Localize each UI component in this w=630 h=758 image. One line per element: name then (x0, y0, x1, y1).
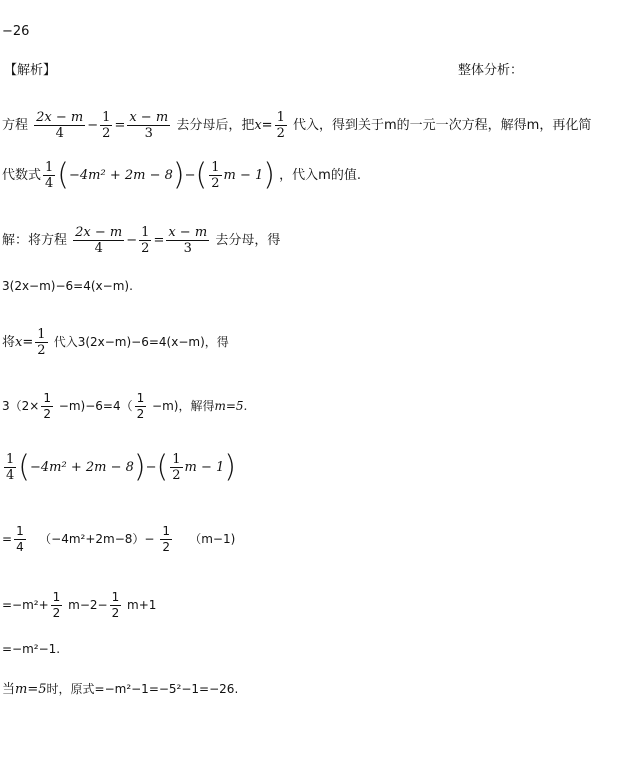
answer-line (2, 23, 29, 41)
fraction-quarter: $\frac{1}{4}$ (45, 160, 54, 191)
analysis-line-2: 代数式 $\frac{1}{4}$ (−4m² + 2m − 8)−( $\frac{1}{2}$ m − 1) ，代入m的值. (2, 157, 361, 193)
analysis-heading (4, 62, 56, 80)
analysis-line-1: 方程 $\frac{2x - m}{4}$ − $\frac{1}{2}$ = $\frac{x - m}{3}$ 去分母后，把x= $\frac{1}{2}$ 代入，得到关于m的一元一次方程，解得m，再化简 (2, 110, 592, 141)
fraction-half: $\frac{1}{2}$ (102, 110, 111, 141)
solution-simplify-2: =−m²−1. (2, 642, 61, 656)
fraction-half-2: $\frac{1}{2}$ (276, 110, 285, 141)
solution-step-3: 3（2× $\frac{1}{2}$ −m)−6=4（ $\frac{1}{2}$ −m)，解得m=5. (2, 391, 248, 421)
solution-simplify-1: =−m²+ $\frac{1}{2}$ m−2− $\frac{1}{2}$ m+1 (2, 590, 157, 620)
fraction-lhs: $\frac{2x - m}{4}$ (36, 110, 84, 141)
solution-step-2: 将x= $\frac{1}{2}$ 代入3(2x−m)−6=4(x−m)，得 (2, 327, 229, 358)
overall-analysis-label: 整体分析： (458, 63, 524, 78)
fraction-rhs: $\frac{x - m}{3}$ (129, 110, 169, 141)
answer-value: −26 (2, 24, 30, 39)
solution-expression: $\frac{1}{4}$ (−4m² + 2m − 8)−( $\frac{1}{2}$ m − 1) (6, 449, 236, 485)
solution-final: 当m=5时，原式=−m²−1=−5²−1=−26. (2, 682, 239, 697)
solution-line-1: 解：将方程 $\frac{2x - m}{4}$ − $\frac{1}{2}$ = $\frac{x - m}{3}$ 去分母，得 (2, 225, 281, 256)
solution-expand: = $\frac{1}{4}$ （−4m²+2m−8）− $\frac{1}{2}$ （m−1) (2, 524, 236, 554)
solution-step-1: 3(2x−m)−6=4(x−m). (2, 279, 133, 293)
heading-label: 【解析】 (4, 63, 57, 78)
